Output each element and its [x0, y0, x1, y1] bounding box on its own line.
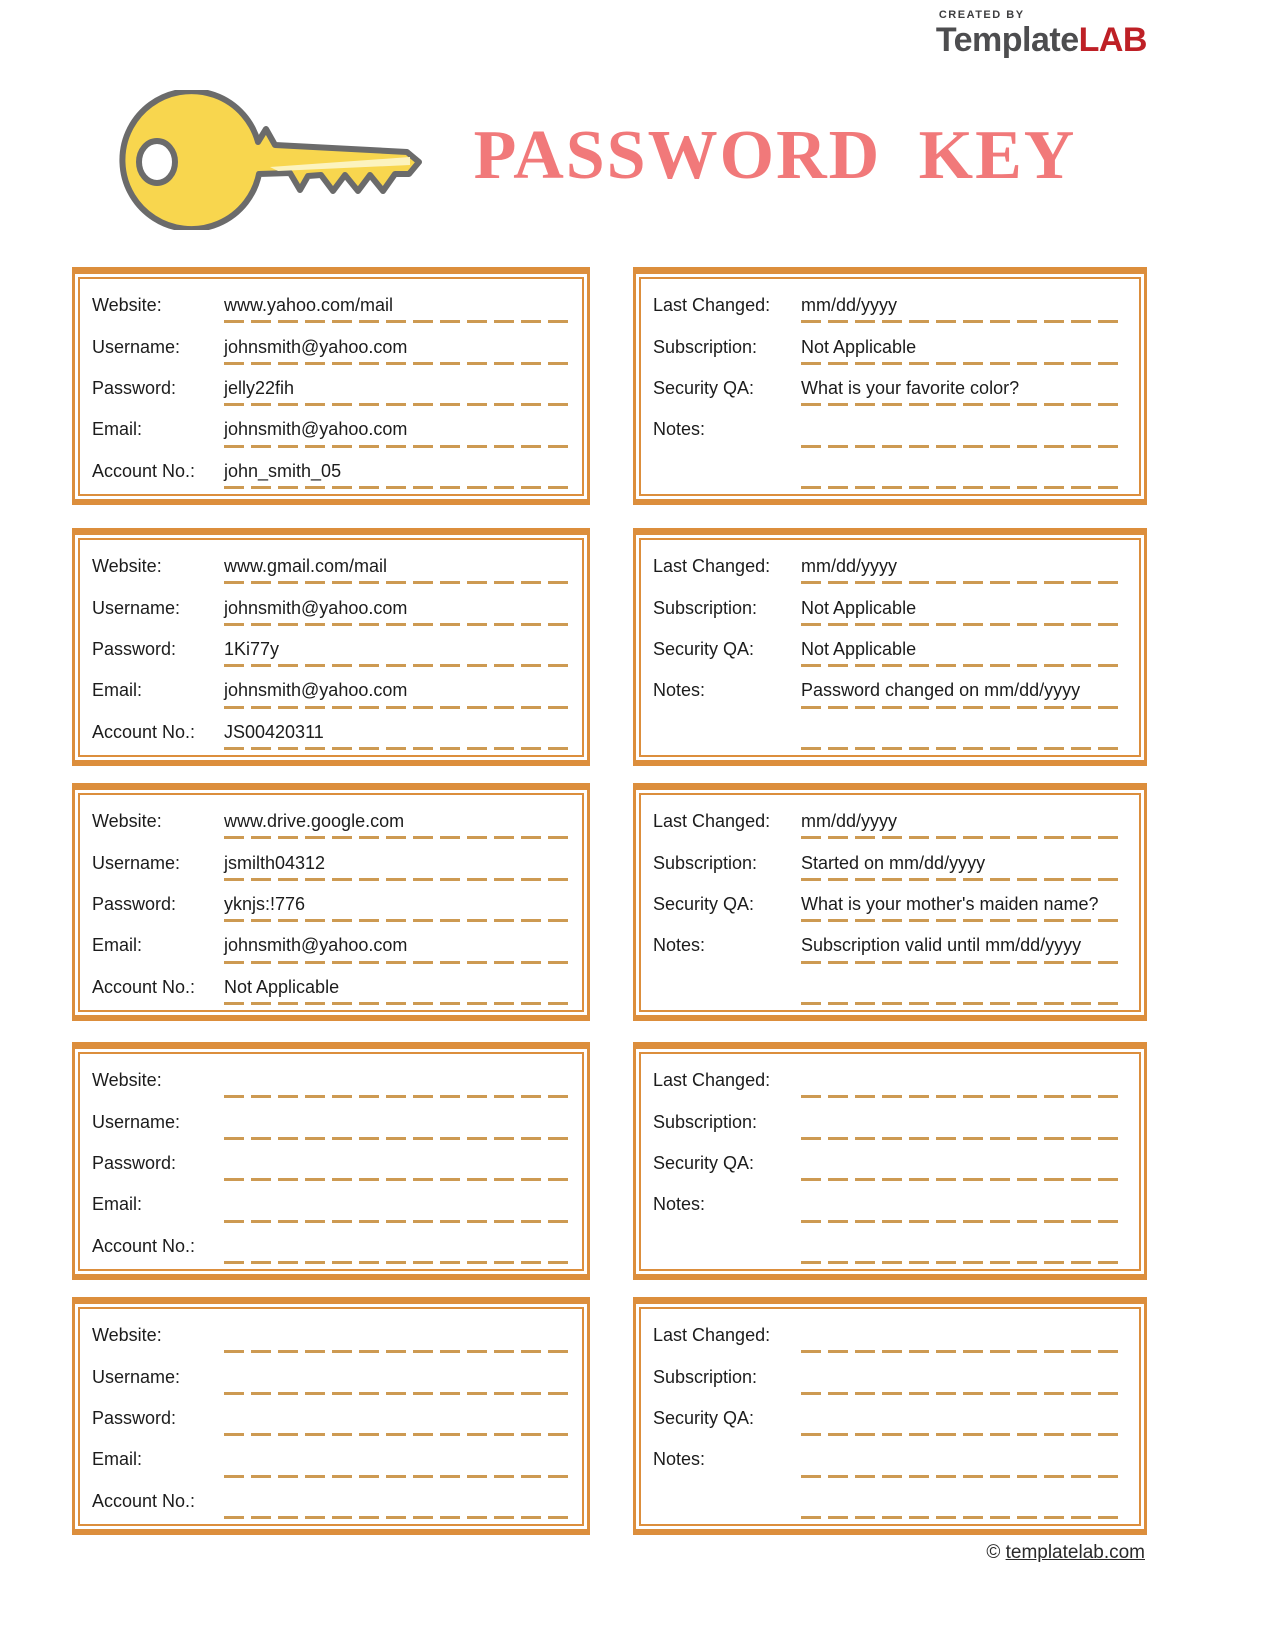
- meta-card-4: [633, 1042, 1147, 1280]
- field-subscription: [653, 1101, 1129, 1142]
- label-username: Username:: [92, 1111, 181, 1132]
- value-password: yknjs:!776: [224, 884, 568, 925]
- label-account-no: Account No.:: [92, 1235, 196, 1256]
- field-notes: [653, 1184, 1129, 1225]
- label-security-qa: Security QA:: [653, 378, 755, 399]
- label-account-no: Account No.:: [92, 721, 196, 742]
- value-password: jelly22fih: [224, 368, 568, 409]
- account-card-3: [72, 783, 590, 1021]
- field-account-no: [92, 451, 572, 492]
- field-notes-extra-line: [653, 451, 1129, 492]
- notes-extra-write-line: [801, 1226, 1125, 1267]
- value-website: www.drive.google.com: [224, 801, 568, 842]
- label-website: Website:: [92, 811, 162, 832]
- value-security-qa: What is your favorite color?: [801, 368, 1125, 409]
- label-website: Website:: [92, 295, 162, 316]
- label-security-qa: Security QA:: [653, 1408, 755, 1429]
- field-password: [92, 368, 572, 409]
- value-email: johnsmith@yahoo.com: [224, 670, 568, 711]
- value-password: [224, 1143, 568, 1184]
- field-last-changed: [653, 546, 1129, 587]
- notes-extra-write-line: [801, 967, 1125, 1008]
- value-subscription: [801, 1101, 1125, 1142]
- value-account-no: john_smith_05: [224, 451, 568, 492]
- value-password: [224, 1398, 568, 1439]
- field-password: [92, 629, 572, 670]
- field-last-changed: [653, 1315, 1129, 1356]
- label-subscription: Subscription:: [653, 336, 758, 357]
- value-password: 1Ki77y: [224, 629, 568, 670]
- field-website: [92, 285, 572, 326]
- field-account-no: [92, 967, 572, 1008]
- account-card-1: [72, 267, 590, 505]
- field-email: [92, 1439, 572, 1480]
- label-subscription: Subscription:: [653, 1111, 758, 1132]
- field-notes: [653, 409, 1129, 450]
- label-security-qa: Security QA:: [653, 639, 755, 660]
- label-account-no: Account No.:: [92, 976, 196, 997]
- templatelab-footer-link[interactable]: templatelab.com: [1005, 1542, 1145, 1563]
- value-subscription: [801, 1356, 1125, 1397]
- label-email: Email:: [92, 1449, 143, 1470]
- value-account-no: JS00420311: [224, 712, 568, 753]
- field-notes: [653, 1439, 1129, 1480]
- spacer: [653, 451, 801, 492]
- field-email: [92, 925, 572, 966]
- field-subscription: [653, 1356, 1129, 1397]
- key-icon-svg: [112, 90, 422, 230]
- notes-extra-write-line: [801, 451, 1125, 492]
- label-username: Username:: [92, 597, 181, 618]
- notes-extra-write-line: [801, 712, 1125, 753]
- value-notes: [801, 1439, 1125, 1480]
- templatelab-logo[interactable]: [936, 10, 1147, 57]
- value-username: [224, 1356, 568, 1397]
- label-email: Email:: [92, 935, 143, 956]
- label-security-qa: Security QA:: [653, 1153, 755, 1174]
- value-last-changed: mm/dd/yyyy: [801, 801, 1125, 842]
- meta-card-1: [633, 267, 1147, 505]
- label-security-qa: Security QA:: [653, 894, 755, 915]
- value-notes: Password changed on mm/dd/yyyy: [801, 670, 1125, 711]
- field-subscription: [653, 587, 1129, 628]
- value-security-qa: [801, 1398, 1125, 1439]
- label-username: Username:: [92, 336, 181, 357]
- label-account-no: Account No.:: [92, 1490, 196, 1511]
- value-subscription: Started on mm/dd/yyyy: [801, 842, 1125, 883]
- account-card-5: [72, 1297, 590, 1535]
- label-subscription: Subscription:: [653, 852, 758, 873]
- label-password: Password:: [92, 894, 177, 915]
- value-website: www.gmail.com/mail: [224, 546, 568, 587]
- label-username: Username:: [92, 1366, 181, 1387]
- meta-card-3: [633, 783, 1147, 1021]
- field-website: [92, 1315, 572, 1356]
- label-last-changed: Last Changed:: [653, 295, 771, 316]
- field-last-changed: [653, 1060, 1129, 1101]
- field-security-qa: [653, 368, 1129, 409]
- label-website: Website:: [92, 1070, 162, 1091]
- value-last-changed: [801, 1060, 1125, 1101]
- copyright-symbol: ©: [986, 1542, 1001, 1563]
- label-last-changed: Last Changed:: [653, 811, 771, 832]
- label-email: Email:: [92, 680, 143, 701]
- value-subscription: Not Applicable: [801, 326, 1125, 367]
- value-notes: Subscription valid until mm/dd/yyyy: [801, 925, 1125, 966]
- logo-brand-lab: LAB: [1078, 21, 1147, 59]
- field-notes: [653, 925, 1129, 966]
- field-notes: [653, 670, 1129, 711]
- value-account-no: [224, 1226, 568, 1267]
- value-email: johnsmith@yahoo.com: [224, 925, 568, 966]
- value-website: [224, 1060, 568, 1101]
- field-account-no: [92, 1226, 572, 1267]
- value-last-changed: mm/dd/yyyy: [801, 546, 1125, 587]
- field-account-no: [92, 1481, 572, 1522]
- value-email: [224, 1184, 568, 1225]
- field-website: [92, 1060, 572, 1101]
- value-account-no: [224, 1481, 568, 1522]
- value-website: www.yahoo.com/mail: [224, 285, 568, 326]
- label-username: Username:: [92, 852, 181, 873]
- value-notes: [801, 1184, 1125, 1225]
- field-password: [92, 1143, 572, 1184]
- spacer: [653, 967, 801, 1008]
- meta-card-5: [633, 1297, 1147, 1535]
- label-subscription: Subscription:: [653, 1366, 758, 1387]
- label-notes: Notes:: [653, 1194, 706, 1215]
- field-email: [92, 1184, 572, 1225]
- field-email: [92, 409, 572, 450]
- label-account-no: Account No.:: [92, 460, 196, 481]
- value-security-qa: What is your mother's maiden name?: [801, 884, 1125, 925]
- field-username: [92, 1356, 572, 1397]
- notes-extra-write-line: [801, 1481, 1125, 1522]
- label-password: Password:: [92, 1408, 177, 1429]
- label-password: Password:: [92, 378, 177, 399]
- label-last-changed: Last Changed:: [653, 556, 771, 577]
- key-icon: [112, 90, 422, 230]
- field-security-qa: [653, 1143, 1129, 1184]
- label-notes: Notes:: [653, 419, 706, 440]
- spacer: [653, 1226, 801, 1267]
- footer: [986, 1542, 1145, 1564]
- value-username: johnsmith@yahoo.com: [224, 587, 568, 628]
- field-last-changed: [653, 285, 1129, 326]
- field-notes-extra-line: [653, 712, 1129, 753]
- spacer: [653, 712, 801, 753]
- account-card-2: [72, 528, 590, 766]
- field-username: [92, 587, 572, 628]
- field-security-qa: [653, 1398, 1129, 1439]
- value-last-changed: [801, 1315, 1125, 1356]
- page-title: PASSWORD KEY: [473, 117, 1077, 194]
- label-last-changed: Last Changed:: [653, 1325, 771, 1346]
- label-email: Email:: [92, 1194, 143, 1215]
- account-card-4: [72, 1042, 590, 1280]
- label-last-changed: Last Changed:: [653, 1070, 771, 1091]
- label-password: Password:: [92, 1153, 177, 1174]
- label-email: Email:: [92, 419, 143, 440]
- field-security-qa: [653, 629, 1129, 670]
- field-subscription: [653, 842, 1129, 883]
- field-security-qa: [653, 884, 1129, 925]
- value-account-no: Not Applicable: [224, 967, 568, 1008]
- field-website: [92, 801, 572, 842]
- logo-brand-template: Template: [935, 21, 1079, 59]
- value-email: johnsmith@yahoo.com: [224, 409, 568, 450]
- field-email: [92, 670, 572, 711]
- label-website: Website:: [92, 1325, 162, 1346]
- logo-brand: [936, 23, 1147, 57]
- value-username: johnsmith@yahoo.com: [224, 326, 568, 367]
- value-website: [224, 1315, 568, 1356]
- value-email: [224, 1439, 568, 1480]
- label-notes: Notes:: [653, 680, 706, 701]
- logo-created-by: CREATED BY: [938, 9, 1025, 21]
- value-notes: [801, 409, 1125, 450]
- field-notes-extra-line: [653, 967, 1129, 1008]
- value-last-changed: mm/dd/yyyy: [801, 285, 1125, 326]
- label-password: Password:: [92, 639, 177, 660]
- meta-card-2: [633, 528, 1147, 766]
- value-subscription: Not Applicable: [801, 587, 1125, 628]
- value-username: [224, 1101, 568, 1142]
- label-notes: Notes:: [653, 1449, 706, 1470]
- label-notes: Notes:: [653, 935, 706, 956]
- field-subscription: [653, 326, 1129, 367]
- field-username: [92, 842, 572, 883]
- value-username: jsmilth04312: [224, 842, 568, 883]
- field-last-changed: [653, 801, 1129, 842]
- label-website: Website:: [92, 556, 162, 577]
- value-security-qa: [801, 1143, 1125, 1184]
- spacer: [653, 1481, 801, 1522]
- field-notes-extra-line: [653, 1226, 1129, 1267]
- field-password: [92, 884, 572, 925]
- field-username: [92, 326, 572, 367]
- field-password: [92, 1398, 572, 1439]
- field-account-no: [92, 712, 572, 753]
- value-security-qa: Not Applicable: [801, 629, 1125, 670]
- label-subscription: Subscription:: [653, 597, 758, 618]
- field-username: [92, 1101, 572, 1142]
- field-notes-extra-line: [653, 1481, 1129, 1522]
- field-website: [92, 546, 572, 587]
